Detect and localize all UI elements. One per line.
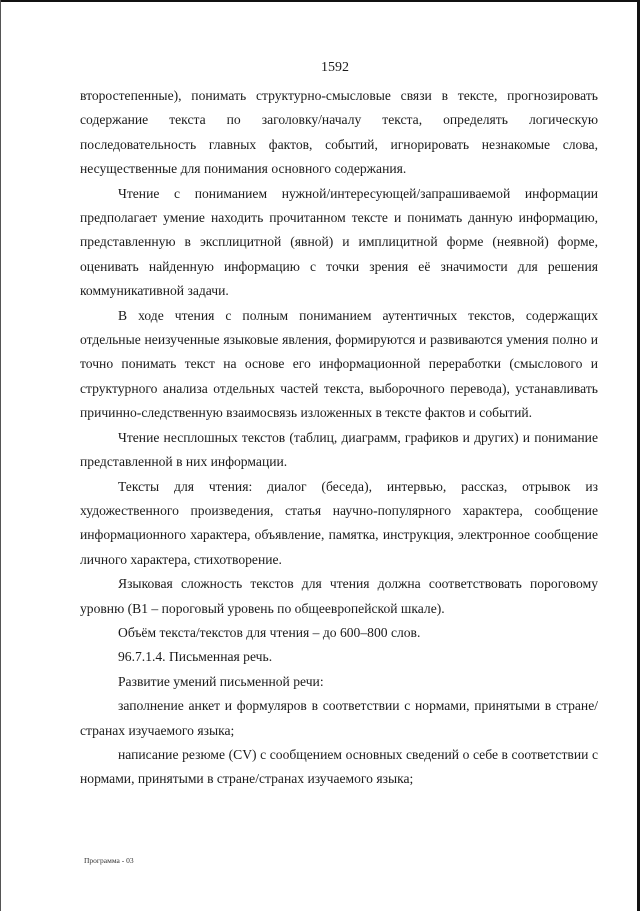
paragraph-forms: заполнение анкет и формуляров в соответствии с нормами, принятыми в стране/странах изучаемого языка; [80, 698, 598, 738]
scan-edge-top [0, 0, 640, 2]
section-heading-writing: 96.7.1.4. Письменная речь. [118, 649, 273, 665]
paragraph-resume: написание резюме (CV) с сообщением основных сведений о себе в соответствии с нормами, принятыми в стране/странах изучаемого языка; [80, 746, 598, 787]
page-number: 1592 [321, 60, 349, 75]
paragraph-writing-skills: Развитие умений письменной речи: [118, 673, 324, 689]
page-footer: Программа - 03 [84, 856, 134, 865]
scan-edge-left [0, 0, 1, 911]
paragraph-non-continuous-texts: Чтение несплошных текстов (таблиц, диаграмм, графиков и других) и понимание представленной в них информации. [80, 429, 598, 470]
paragraph-language-complexity: Языковая сложность текстов для чтения должна соответствовать пороговому уровню (B1 – пороговый уровень по общеевропейской шкале). [80, 576, 598, 616]
paragraph-text-types: Тексты для чтения: диалог (беседа), интервью, рассказ, отрывок из художественного произведения, статья научно-популярного характера, сообщение информационного характера, объявление, памятка, инструкция, электронное сообщение личного характера, стихотворение. [80, 478, 598, 567]
paragraph-text-volume: Объём текста/текстов для чтения – до 600–800 слов. [118, 624, 421, 640]
paragraph-continuation: второстепенные), понимать структурно-смысловые связи в тексте, прогнозировать содержание текста по заголовку/началу текста, определять логическую последовательность главных фактов, событий, игнорировать незнакомые слова, несущественные для понимания основного содержания. [80, 88, 598, 177]
paragraph-reading-specific-info: Чтение с пониманием нужной/интересующей/запрашиваемой информации предполагает умение находить прочитанном тексте и понимать данную информацию, представленную в эксплицитной (явной) и имплицитной форме (неявной) форме, оценивать найденную информацию с точки зрения её значимости для решения коммуникативной задачи. [80, 185, 598, 299]
document-body [80, 84, 598, 792]
paragraph-reading-full-understanding: В ходе чтения с полным пониманием аутентичных текстов, содержащих отдельные неизученные языковые явления, формируются и развиваются умения полно и точно понимать текст на основе его информационной переработки (смыслового и структурного анализа отдельных частей текста, выборочного перевода), устанавливать причинно-следственную взаимосвязь изложенных в тексте фактов и событий. [80, 307, 598, 421]
